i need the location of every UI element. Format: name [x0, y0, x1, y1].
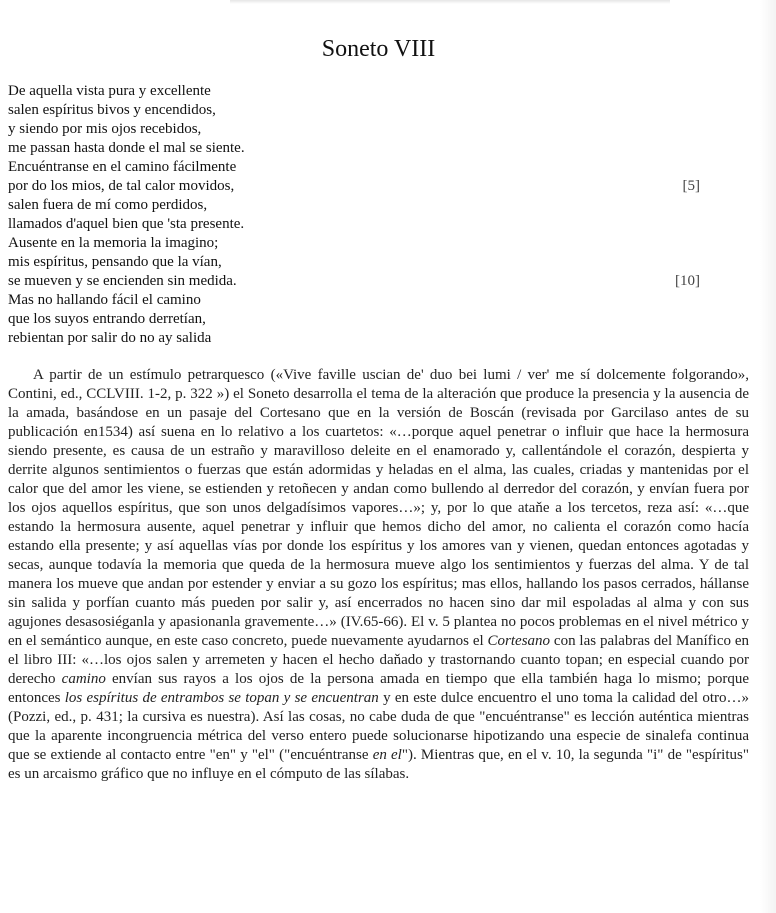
- verse-text: salen fuera de mí como perdidos,: [8, 197, 208, 213]
- poem-block: [8, 82, 700, 348]
- verse-text: me passan hasta donde el mal se siente.: [8, 140, 245, 156]
- verse-text: Encuéntranse en el camino fácilmente: [8, 159, 237, 175]
- poem-verse: [8, 253, 700, 272]
- verse-text: rebientan por salir do no ay salida: [8, 330, 212, 346]
- top-edge-shadow: [230, 0, 670, 4]
- verse-number: [10]: [675, 273, 700, 289]
- commentary-text-3: envían sus rayos a los ojos de la persona amada en tiempo que ella también haga lo mismo; porque entonces: [8, 671, 749, 706]
- verse-text: se mueven y se encienden sin medida.: [8, 273, 237, 289]
- verse-text: Mas no hallando fácil el camino: [8, 292, 201, 308]
- commentary-text-2: con las palabras del Manífico en el libro III: «…los ojos salen y arremeten y hacen el hecho daňado y trastornando cuanto topan; en especial cuando por derecho: [8, 633, 749, 687]
- commentary-text-1: A partir de un estímulo petrarquesco («Vive faville uscian de' duo bei lumi / ver' me sí dolcemente folgorando», Contini, ed., CCLVIII. 1-2, p. 322 ») el Soneto desarrolla el tema de la alteración que produce la presencia y la ausencia de la amada, basándose en un pasaje del Cortesano que en la versión de Boscán (revisada por Garcilaso antes de su publicación en1534) así suena en lo relativo a los cuartetos: «…porque aquel penetrar o influir que hace la hermosura siendo presente, es causa de un estraño y maravilloso deleite en el enamorado y, callentándole el corazón, despierta y derrite algunos sentimientos o fuerzas que están adormidas y heladas en el alma, las cuales, criadas y mantenidas por el calor que del amor les viene, se estienden y retoñecen y andan como bullendo al derredor del corazón, y envían fuera por los ojos aquellos espíritus, que son unos delgadísimos vapores…»; y, por lo que ataňe a los tercetos, reza así: «…que estando la hermosura ausente, aquel penetrar y influir que hemos dicho del amor, no calienta el corazón como hacía estando ella presente; y así aquellas vías por donde los espíritus y los amores van y vienen, quedan entonces agotadas y secas, aunque todavía la memoria que queda de la hermosura mueve algo los sentimientos y fuerzas del alma. Y de tal manera los mueve que andan por estender y enviar a su gozo los espíritus; mas ellos, hallando los pasos cerrados, hállanse sin salida y porfían cuanto más pueden por salir y, así encerrados no hacen sino dar mil espoladas al alma y con sus agujones desasosiéganla y apasionanla gravemente…» (IV.65-66). El v. 5 plantea no pocos problemas en el nivel métrico y en el semántico aunque, en este caso concreto, puede nuevamente ayudarnos el: [8, 367, 749, 649]
- verse-text: mis espíritus, pensando que la vían,: [8, 254, 222, 270]
- verse-text: por do los mios, de tal calor movidos,: [8, 178, 235, 194]
- poem-verse: [8, 82, 700, 101]
- page-title: Soneto VIII: [321, 36, 436, 62]
- commentary-italic-camino: camino: [61, 671, 106, 687]
- verse-text: De aquella vista pura y excellente: [8, 83, 211, 99]
- commentary-paragraph: [8, 366, 749, 784]
- commentary-italic-quote: los espíritus de entrambos se topan y se encuentran: [64, 690, 379, 706]
- poem-verse: [8, 177, 700, 196]
- commentary-text-5: "). Mientras que, en el v. 10, la segunda "i" de "espíritus" es un arcaismo gráfico que no influye en el cómputo de las sílabas.: [8, 747, 749, 782]
- poem-verse: [8, 196, 700, 215]
- poem-verse: [8, 215, 700, 234]
- poem-verse: [8, 272, 700, 291]
- poem-verse: [8, 234, 700, 253]
- poem-verse: [8, 329, 700, 348]
- poem-verse: [8, 158, 700, 177]
- commentary-italic-en-el: en el: [372, 747, 402, 763]
- poem-verse: [8, 139, 700, 158]
- right-gutter: [760, 0, 776, 913]
- commentary-text-4: y en este dulce encuentro el uno toma la calidad del otro…» (Pozzi, ed., p. 431; la cursiva es nuestra). Así las cosas, no cabe duda de que "encuéntranse" es lección auténtica mientras que la aparente incongruencia métrica del verso entero puede solucionarse hipotizando una especie de sinalefa continua que se extiende al contacto entre "en" y "el" ("encuéntranse: [8, 690, 749, 763]
- verse-text: y siendo por mis ojos recebidos,: [8, 121, 202, 137]
- poem-verse: [8, 310, 700, 329]
- verse-text: que los suyos entrando derretían,: [8, 311, 206, 327]
- poem-verse: [8, 120, 700, 139]
- verse-text: salen espíritus bivos y encendidos,: [8, 102, 216, 118]
- verse-number: [5]: [682, 178, 700, 194]
- poem-verse: [8, 291, 700, 310]
- verse-text: Ausente en la memoria la imagino;: [8, 235, 219, 251]
- commentary-italic-cortesano: Cortesano: [487, 633, 551, 649]
- poem-verse: [8, 101, 700, 120]
- verse-text: llamados d'aquel bien que 'sta presente.: [8, 216, 245, 232]
